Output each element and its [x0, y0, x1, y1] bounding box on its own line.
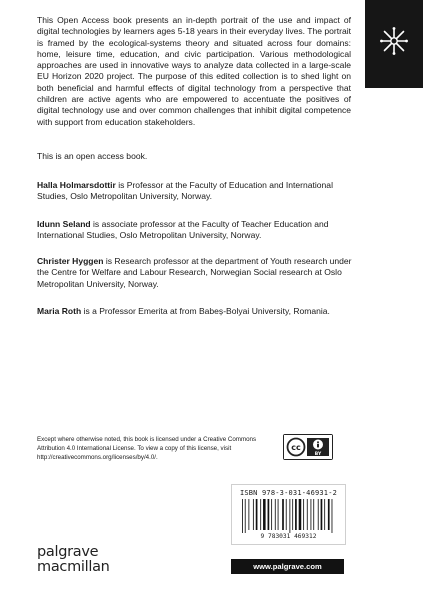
- svg-text:cc: cc: [291, 443, 301, 452]
- logo-macmillan: macmillan: [37, 559, 110, 575]
- license-notice: Except where otherwise noted, this book is licensed under a Creative Commons Attribution 4.0 International License. To view a copy of this license, visit http://creativecommons.org/licenses/by/4.0/.: [37, 436, 257, 462]
- author-name: Maria Roth: [37, 306, 82, 316]
- publisher-logo: [37, 545, 137, 574]
- open-access-note: This is an open access book.: [37, 151, 148, 161]
- publisher-url: www.palgrave.com: [231, 559, 344, 574]
- cc-license-icon: [283, 434, 333, 460]
- author-bio-text: is Research professor at the department of Youth research under the Centre for Welfare and Labour Research, Norwegian Social research at Oslo Metropolitan University, Norway.: [37, 256, 352, 289]
- author-bio-text: is a Professor Emerita at from Babeș-Bolyai University, Romania.: [81, 306, 330, 316]
- author-bio: [37, 219, 355, 242]
- author-bio: [37, 306, 355, 317]
- author-name: Idunn Seland: [37, 219, 91, 229]
- logo-palgrave: palgrave: [37, 544, 99, 560]
- author-name: Halla Holmarsdottir: [37, 180, 116, 190]
- barcode-icon: [242, 499, 335, 533]
- isbn-barcode-box: [231, 484, 346, 545]
- author-name: Christer Hyggen: [37, 256, 104, 266]
- author-bio: [37, 256, 355, 290]
- barcode-digits: 9 783031 469312: [260, 533, 317, 540]
- cc-by-label: BY: [314, 452, 322, 457]
- isbn-label: ISBN 978-3-031-46931-2: [239, 489, 338, 497]
- publisher-badge: [365, 0, 423, 88]
- book-description: This Open Access book presents an in-depth portrait of the use and impact of digital technologies by learners ages 5-18 years in their everyday lives. The portrait is framed by the ecological-systems theory and situated across four domains: home, leisure time, education, and civic participation. Various methodological approaches are used in innovative ways to analyze data collected in a large-scale EU Horizon 2020 project. The purpose of this edited collection is to shed light on both beneficial and harmful effects of digital technology from a perspective that children are active agents who are empowered to accentuate the positives of digital technology use and over common challenges that inhibit digital competence with support from education stakeholders.: [37, 15, 351, 127]
- author-bio-text: is Professor at the Faculty of Education and International Studies, Oslo Metropolitan University, Norway.: [37, 180, 333, 202]
- author-bio: [37, 180, 355, 203]
- author-bio-text: is associate professor at the Faculty of Teacher Education and International Studies, Oslo Metropolitan University, Norway.: [37, 219, 329, 241]
- palgrave-star-icon: [379, 26, 409, 56]
